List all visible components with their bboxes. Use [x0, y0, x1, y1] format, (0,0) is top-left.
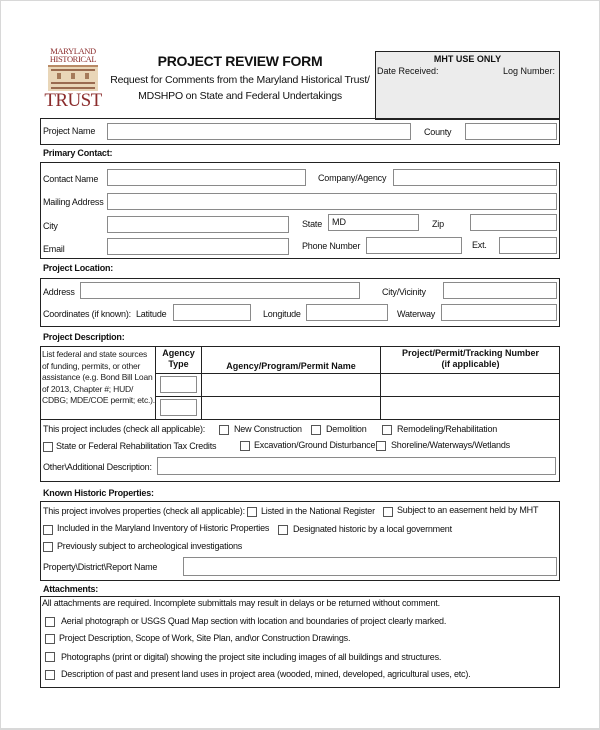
waterway-label: Waterway	[397, 309, 436, 319]
logo-line-1: MARYLAND	[50, 46, 96, 56]
primary-contact-heading: Primary Contact:	[43, 148, 113, 158]
new-construction-checkbox[interactable]	[219, 425, 229, 435]
aerial-photo-label: Aerial photograph or USGS Quad Map section with location and boundaries of project clearly marked.	[61, 616, 447, 626]
agency-type-header-line: Agency	[162, 348, 195, 358]
mailing-address-field[interactable]	[107, 193, 557, 210]
maryland-historical-trust-logo	[44, 47, 102, 113]
new-construction-label: New Construction	[234, 424, 302, 434]
remodeling-label: Remodeling/Rehabilitation	[397, 424, 498, 434]
company-agency-field[interactable]	[393, 169, 557, 186]
land-use-checkbox[interactable]	[45, 670, 55, 680]
project-description-heading: Project Description:	[43, 332, 125, 342]
funding-instructions-line: of funding, permits, or other	[42, 360, 141, 371]
shoreline-label: Shoreline/Waterways/Wetlands	[391, 440, 510, 450]
logo-line-3: TRUST	[44, 90, 102, 111]
project-name-field[interactable]	[107, 123, 411, 140]
tracking-number-header	[381, 348, 560, 370]
county-field[interactable]	[465, 123, 557, 140]
city-field[interactable]	[107, 216, 289, 233]
national-register-label: Listed in the National Register	[261, 506, 375, 516]
city-vicinity-label: City/Vicinity	[382, 287, 426, 297]
zip-label: Zip	[432, 219, 444, 229]
mht-use-only-box	[375, 51, 560, 120]
agency-type-header-line: Type	[168, 359, 189, 369]
maryland-inventory-checkbox[interactable]	[43, 525, 53, 535]
form-title: PROJECT REVIEW FORM	[157, 53, 323, 69]
tax-credits-checkbox[interactable]	[43, 442, 53, 452]
project-description-checkbox[interactable]	[45, 634, 55, 644]
agency-type-field-1[interactable]	[160, 376, 197, 393]
mht-heading: MHT USE ONLY	[433, 54, 502, 64]
city-vicinity-field[interactable]	[443, 282, 557, 299]
tax-credits-label: State or Federal Rehabilitation Tax Credits	[56, 441, 217, 451]
subtitle-line-2: MDSHPO on State and Federal Undertakings	[138, 90, 342, 102]
archeological-label: Previously subject to archeological investigations	[57, 541, 243, 551]
photographs-checkbox[interactable]	[45, 652, 55, 662]
state-field[interactable]: MD	[328, 214, 419, 231]
zip-field[interactable]	[470, 214, 557, 231]
project-address-field[interactable]	[80, 282, 360, 299]
attachments-note: All attachments are required. Incomplete submittals may result in delays or be returned without comment.	[42, 598, 440, 608]
date-received-label: Date Received:	[377, 66, 439, 76]
national-register-checkbox[interactable]	[247, 507, 257, 517]
latitude-field[interactable]	[173, 304, 251, 321]
funding-instructions	[42, 349, 155, 407]
table-divider	[40, 419, 560, 420]
maryland-inventory-label: Included in the Maryland Inventory of Historic Properties	[57, 523, 270, 533]
attachments-heading: Attachments:	[43, 584, 99, 594]
project-location-heading: Project Location:	[43, 263, 114, 273]
archeological-checkbox[interactable]	[43, 542, 53, 552]
agency-name-field-1[interactable]	[202, 374, 380, 396]
shoreline-checkbox[interactable]	[376, 441, 386, 451]
demolition-checkbox[interactable]	[311, 425, 321, 435]
logo-line-2: HISTORICAL	[49, 54, 97, 64]
form-subtitle	[104, 72, 376, 104]
contact-name-field[interactable]	[107, 169, 306, 186]
funding-instructions-line: List federal and state sources	[42, 349, 148, 359]
mht-easement-label: Subject to an easement held by MHT	[397, 505, 539, 515]
latitude-label: Latitude	[136, 309, 167, 319]
project-includes-label: This project includes (check all applicable):	[43, 424, 206, 434]
other-description-label: Other\Additional Description:	[43, 462, 152, 472]
tracking-number-field-2[interactable]	[381, 397, 560, 419]
agency-type-header	[156, 348, 201, 370]
excavation-label: Excavation/Ground Disturbance	[254, 440, 376, 450]
project-involves-label: This project involves properties (check all applicable):	[43, 506, 245, 516]
state-label: State	[302, 219, 323, 229]
mailing-address-label: Mailing Address	[43, 197, 104, 207]
company-agency-label: Company/Agency	[318, 173, 387, 183]
agency-type-field-2[interactable]	[160, 399, 197, 416]
email-field[interactable]	[107, 238, 289, 255]
agency-name-field-2[interactable]	[202, 397, 380, 419]
excavation-checkbox[interactable]	[240, 441, 250, 451]
project-description-attachment-label: Project Description, Scope of Work, Site Plan, and\or Construction Drawings.	[59, 633, 351, 643]
funding-instructions-line: assistance (e.g. Bond Bill Loan	[42, 372, 153, 382]
contact-name-label: Contact Name	[43, 174, 99, 184]
local-historic-checkbox[interactable]	[278, 525, 288, 535]
county-label: County	[424, 127, 452, 137]
remodeling-checkbox[interactable]	[382, 425, 392, 435]
property-name-field[interactable]	[183, 557, 557, 576]
address-label: Address	[43, 287, 75, 297]
known-historic-heading: Known Historic Properties:	[43, 488, 154, 498]
tracking-number-field-1[interactable]	[381, 374, 560, 396]
ext-label: Ext.	[472, 240, 487, 250]
log-number-label: Log Number:	[502, 66, 555, 76]
coordinates-label: Coordinates (if known):	[43, 309, 131, 319]
city-label: City	[43, 221, 58, 231]
subtitle-line-1: Request for Comments from the Maryland Historical Trust/	[110, 74, 370, 86]
aerial-photo-checkbox[interactable]	[45, 617, 55, 627]
funding-instructions-line: CDBG; MDE/COE permit; etc.).	[42, 395, 155, 405]
building-icon	[48, 65, 98, 91]
logo-text-top	[44, 47, 102, 63]
phone-number-label: Phone Number	[302, 241, 361, 251]
other-description-field[interactable]	[157, 457, 556, 475]
tracking-header-line: (if applicable)	[441, 359, 500, 369]
ext-field[interactable]	[499, 237, 557, 254]
waterway-field[interactable]	[441, 304, 557, 321]
mht-easement-checkbox[interactable]	[383, 507, 393, 517]
property-name-label: Property\District\Report Name	[43, 562, 158, 572]
tracking-header-line: Project/Permit/Tracking Number	[401, 348, 540, 358]
email-label: Email	[43, 244, 65, 254]
funding-instructions-line: of 2013, Chapter #; HUD/	[42, 383, 134, 394]
demolition-label: Demolition	[326, 424, 367, 434]
agency-name-header: Agency/Program/Permit Name	[226, 361, 356, 371]
phone-number-field[interactable]	[366, 237, 462, 254]
longitude-label: Longitude	[263, 309, 301, 319]
photographs-label: Photographs (print or digital) showing the project site including images of all buildings and structures.	[61, 652, 442, 662]
longitude-field[interactable]	[306, 304, 388, 321]
land-use-label: Description of past and present land uses in project area (wooded, mined, developed, agricultural uses, etc).	[61, 669, 471, 679]
local-historic-label: Designated historic by a local government	[293, 524, 452, 534]
project-name-label: Project Name	[43, 126, 96, 136]
